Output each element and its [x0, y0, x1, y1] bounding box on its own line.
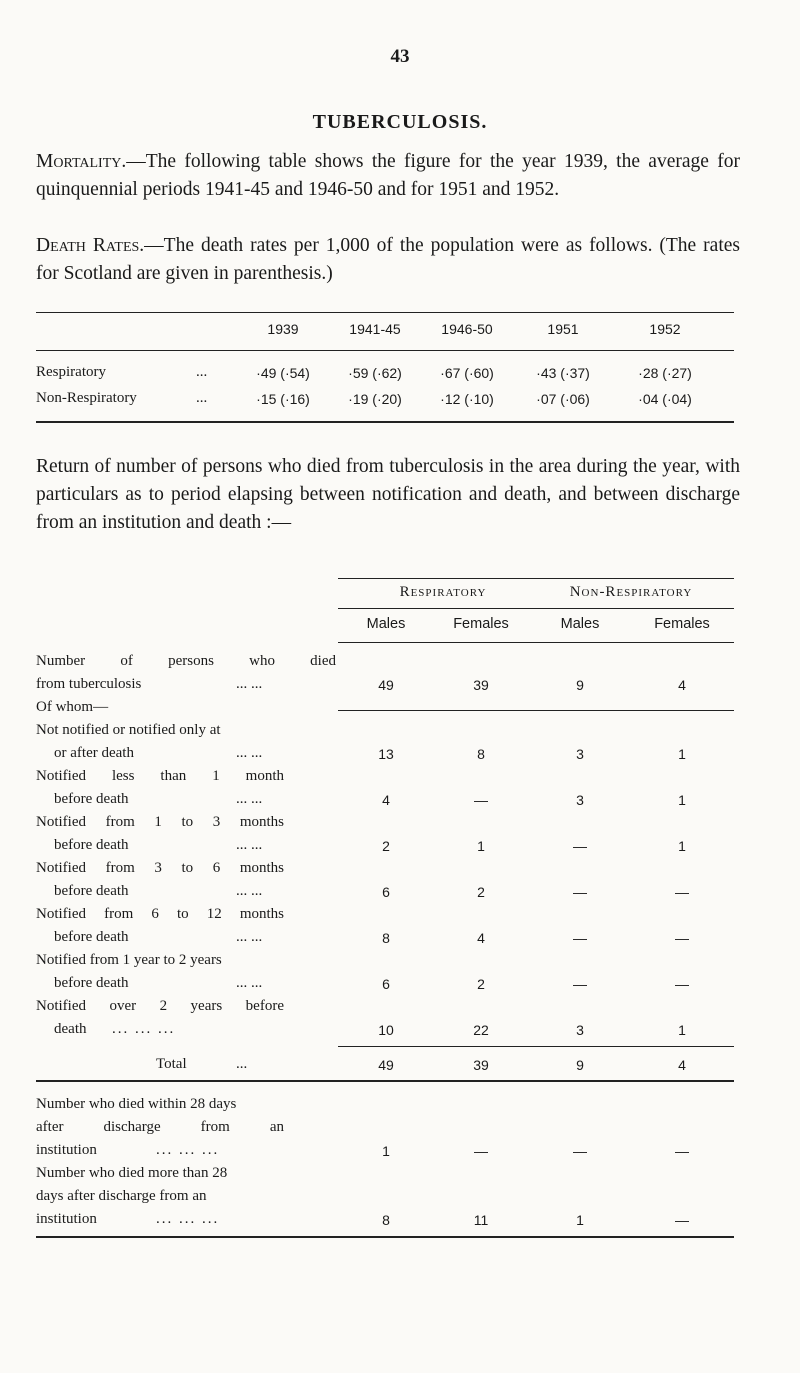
total-resp-males: 49: [378, 1057, 394, 1073]
total-dots: ...: [236, 1056, 248, 1072]
number-row-dots: ... ...: [236, 676, 263, 692]
rates-non-respiratory-1952: ·04 (·04): [638, 391, 692, 407]
death-rates-text: —The death rates per 1,000 of the population were as follows. (The rates for Scotland are given in parenthesis.): [36, 235, 740, 284]
return-table-total-rule: [338, 1046, 734, 1047]
number-row-line2: from tuberculosis: [36, 676, 142, 692]
mortality-paragraph: [36, 148, 740, 204]
rates-respiratory-1951: ·43 (·37): [536, 365, 590, 381]
return-table-bottom-rule: [36, 1236, 734, 1238]
sub-header-nonresp-males: Males: [560, 616, 600, 632]
total-resp-females: 39: [473, 1057, 489, 1073]
number-resp-males: 49: [378, 677, 394, 693]
rates-header-1939: 1939: [267, 321, 299, 337]
group-header-respiratory: Respiratory: [399, 584, 487, 600]
sub-header-resp-males: Males: [366, 616, 406, 632]
number-resp-females: 39: [473, 677, 489, 693]
rates-respiratory-1939: ·49 (·54): [256, 365, 310, 381]
sub-header-nonresp-females: Females: [654, 616, 710, 632]
return-table-of-whom-rule: [338, 710, 734, 711]
mortality-lead: Mortality.: [36, 151, 127, 172]
rates-table-top-rule: [36, 312, 734, 313]
of-whom-label: Of whom—: [36, 699, 109, 715]
total-nonresp-males: 9: [576, 1057, 584, 1073]
rates-header-1951: 1951: [547, 321, 579, 337]
mortality-text: —The following table shows the figure for the year 1939, the average for quinquennial periods 1941-45 and 1946-50 and for 1951 and 1952.: [36, 151, 740, 200]
rates-header-1952: 1952: [649, 321, 681, 337]
rates-table-header-rule: [36, 350, 734, 351]
rates-respiratory-1946-50: ·67 (·60): [440, 365, 494, 381]
return-table-group-rule: [338, 608, 734, 609]
return-table-top-rule: [338, 578, 734, 579]
group-header-non-respiratory: Non-Respiratory: [569, 584, 693, 600]
return-paragraph: Return of number of persons who died from tuberculosis in the area during the year, with particulars as to period elapsing between notification and death, and between discharge from an institution and death :—: [36, 456, 740, 533]
page-number: 43: [390, 46, 410, 67]
rates-row-respiratory-label: Respiratory ...: [36, 364, 208, 380]
document-page: 43 TUBERCULOSIS. Mortality.—The following table shows the figure for the year 1939, the average for quinquennial periods 1941-45 and 1946-50 and for 1951 and 1952. Death Rates.—The death rates per 1,000 of the population were as follows. (The rates for Scotland are given in parenthesis.) 1939 1941-45 1946-50 1951 1952 Respiratory ... ·49 (·54) ·59 (·62) ·67 (·60) ·43 (·37) ·28 (·27) Non-Respiratory ... ·15 (·16) ·19 (·20) ·12 (·10) ·07 (·06) ·04 (·04) Return of number of persons who died from tuberculosis in the area during the year, with particulars as to period elapsing between notification and death, and between discharge from an institution and death :— Respiratory Non-Respiratory Males Females Males Females Number of persons who died from tuberculosis ... ... 49 39 9 4 Of whom— Not notified or notified only at or after death ... ... 13 8 3 1 Notified less than 1 month before death ... ... 4 — 3 1 Notified from 1 to 3 months before death ... ... 2 1 — 1 Notified from 3 to 6 months before death ... ... 6 2 — — Notified from 6 to 12 months before death ... ... 8 4 — — Notified from 1 year to 2 years before death ... ... 6 2 — — Notified over 2 years before death ... ... ... 10 22 3 1 Total ... 49 39 9 4 Number who died within 28 days after discharge from an institution ... ... ... 1 — — — Number who died more than 28 days after discharge from an institution ... ... ... 8 11 1 —: [0, 0, 800, 1373]
rates-non-respiratory-1951: ·07 (·06): [536, 391, 590, 407]
rates-header-1946-50: 1946-50: [441, 321, 493, 337]
rates-row-non-respiratory-label: Non-Respiratory ...: [36, 390, 208, 406]
death-rates-paragraph: [36, 232, 740, 288]
rates-respiratory-1952: ·28 (·27): [638, 365, 692, 381]
death-rates-lead: Death Rates.: [36, 235, 145, 256]
return-table-header-rule: [338, 642, 734, 643]
rates-non-respiratory-1941-45: ·19 (·20): [348, 391, 402, 407]
return-table-after-total-rule: [36, 1080, 734, 1082]
number-nonresp-females: 4: [678, 677, 686, 693]
rates-header-1941-45: 1941-45: [349, 321, 401, 337]
rates-non-respiratory-1939: ·15 (·16): [256, 391, 310, 407]
total-label: Total: [156, 1056, 187, 1072]
rates-respiratory-1941-45: ·59 (·62): [348, 365, 402, 381]
rates-non-respiratory-1946-50: ·12 (·10): [440, 391, 494, 407]
total-nonresp-females: 4: [678, 1057, 686, 1073]
page-title: TUBERCULOSIS.: [312, 111, 488, 133]
number-nonresp-males: 9: [576, 677, 584, 693]
sub-header-resp-females: Females: [453, 616, 509, 632]
number-row-line1: Number of persons who died: [36, 653, 336, 669]
rates-table-bottom-rule: [36, 421, 734, 423]
